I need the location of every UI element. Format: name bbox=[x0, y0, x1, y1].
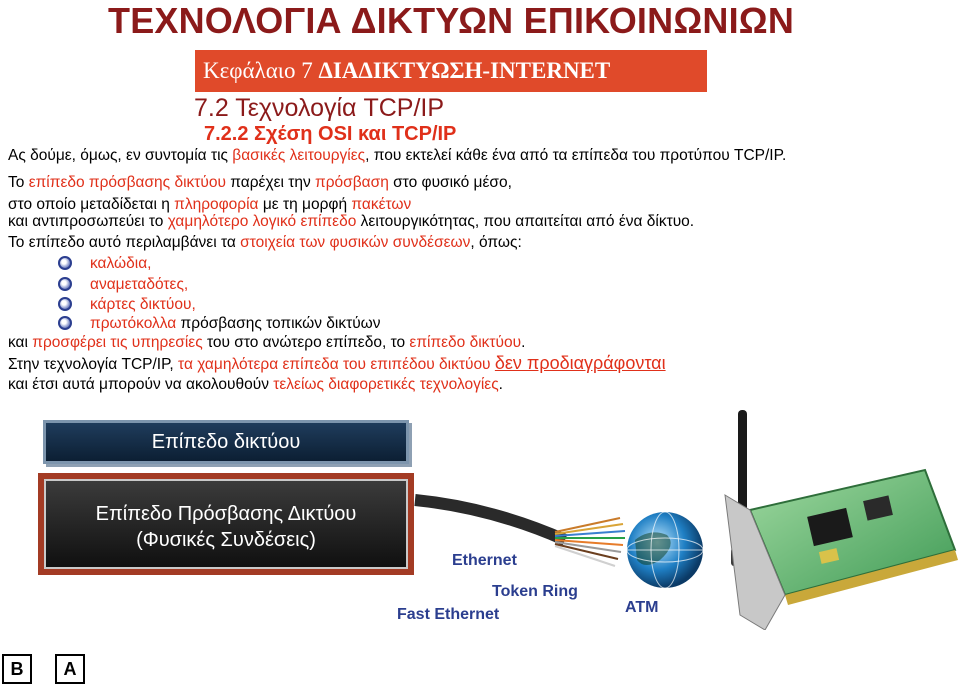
subsection-title: 7.2.2 Σχέση OSI και TCP/IP bbox=[204, 123, 457, 145]
p3-highlight: επίπεδο δικτύου bbox=[409, 334, 522, 351]
bullet-icon bbox=[58, 277, 72, 291]
section-title: 7.2 Τεχνολογία TCP/IP bbox=[194, 94, 445, 122]
p1-highlight: πακέτων bbox=[351, 196, 412, 213]
p1-text: παρέχει την bbox=[225, 174, 316, 191]
p1-text: με τη μορφή bbox=[258, 196, 352, 213]
intro-text-b: βασικές λειτουργίες bbox=[232, 147, 366, 164]
bullet-item-nics: κάρτες δικτύου, bbox=[90, 296, 196, 313]
bullet-highlight: πρωτόκολλα bbox=[90, 315, 177, 332]
p1-highlight: πρόσβαση bbox=[315, 174, 389, 191]
p1-line1 bbox=[8, 172, 512, 194]
cable-icon bbox=[415, 500, 625, 566]
p4-highlight: τελείως διαφορετικές τεχνολογίες bbox=[273, 376, 499, 393]
globe-icon bbox=[627, 512, 703, 588]
intro-text-c: , που εκτελεί κάθε ένα από τα επίπεδα του προτύπου TCP/IP. bbox=[365, 147, 787, 164]
network-card-icon bbox=[725, 470, 958, 630]
chapter-prefix: Κεφάλαιο 7 bbox=[203, 58, 319, 83]
intro-text-a: Ας δούμε, όμως, εν συντομία τις bbox=[8, 147, 233, 164]
p4-line2 bbox=[8, 374, 503, 396]
chapter-name: ΔΙΑΔΙΚΤΥΩΣΗ-INTERNET bbox=[318, 58, 611, 83]
p1-text: στο οποίο μεταδίδεται η bbox=[8, 196, 175, 213]
label-fast-ethernet: Fast Ethernet bbox=[397, 606, 500, 623]
p1-text: Το bbox=[8, 174, 29, 191]
p3-line bbox=[8, 332, 525, 354]
p3-highlight: προσφέρει τις υπηρεσίες bbox=[32, 334, 203, 351]
access-layer-title: Επίπεδο Πρόσβασης Δικτύου bbox=[95, 503, 357, 525]
bullet-item-cables: καλώδια, bbox=[90, 255, 152, 272]
access-layer-subtitle: (Φυσικές Συνδέσεις) bbox=[136, 529, 316, 551]
p3-text: του στο ανώτερο επίπεδο, το bbox=[202, 334, 410, 351]
network-hardware-illustration bbox=[405, 400, 960, 630]
intro-line bbox=[8, 145, 786, 167]
p4-underlined: δεν προδιαγράφονται bbox=[494, 353, 666, 373]
p4-line1 bbox=[8, 352, 666, 376]
p1-text: και αντιπροσωπεύει το bbox=[8, 213, 168, 230]
p1-highlight: επίπεδο πρόσβασης δικτύου bbox=[28, 174, 226, 191]
label-ethernet: Ethernet bbox=[452, 552, 517, 569]
bullet-icon bbox=[58, 256, 72, 270]
p1-highlight: χαμηλότερο λογικό επίπεδο bbox=[167, 213, 357, 230]
p2-text: , όπως: bbox=[470, 234, 522, 251]
p2-line bbox=[8, 232, 522, 254]
page-title: ΤΕΧΝΟΛΟΓΙΑ ΔΙΚΤΥΩΝ ΕΠΙΚΟΙΝΩΝΙΩΝ bbox=[108, 0, 795, 41]
p3-text: και bbox=[8, 334, 33, 351]
p2-highlight: στοιχεία των φυσικών συνδέσεων bbox=[240, 234, 471, 251]
back-button[interactable]: B bbox=[2, 654, 32, 684]
access-layer-box bbox=[38, 473, 414, 575]
p2-text: Το επίπεδο αυτό περιλαμβάνει τα bbox=[8, 234, 241, 251]
p1-highlight: πληροφορία bbox=[174, 196, 259, 213]
p4-highlight: τα χαμηλότερα επίπεδα του επιπέδου δικτύου bbox=[178, 356, 491, 373]
p4-text: . bbox=[498, 376, 503, 393]
bullet-text: πρόσβασης τοπικών δικτύων bbox=[176, 315, 381, 332]
label-token-ring: Token Ring bbox=[492, 583, 578, 600]
access-layer-inner bbox=[44, 479, 408, 569]
label-atm: ATM bbox=[625, 599, 659, 616]
bullet-icon bbox=[58, 297, 72, 311]
p4-text: και έτσι αυτά μπορούν να ακολουθούν bbox=[8, 376, 274, 393]
p1-text: λειτουργικότητας, που απαιτείται από ένα δίκτυο. bbox=[356, 213, 695, 230]
forward-button[interactable]: A bbox=[55, 654, 85, 684]
bullet-icon bbox=[58, 316, 72, 330]
p4-text: Στην τεχνολογία TCP/IP, bbox=[8, 356, 179, 373]
p3-text: . bbox=[521, 334, 526, 351]
chapter-banner bbox=[195, 50, 707, 92]
p1-text: στο φυσικό μέσο, bbox=[388, 174, 512, 191]
p1-line3 bbox=[8, 211, 694, 233]
network-layer-box: Επίπεδο δικτύου bbox=[43, 420, 409, 464]
bullet-item-repeaters: αναμεταδότες, bbox=[90, 276, 189, 293]
